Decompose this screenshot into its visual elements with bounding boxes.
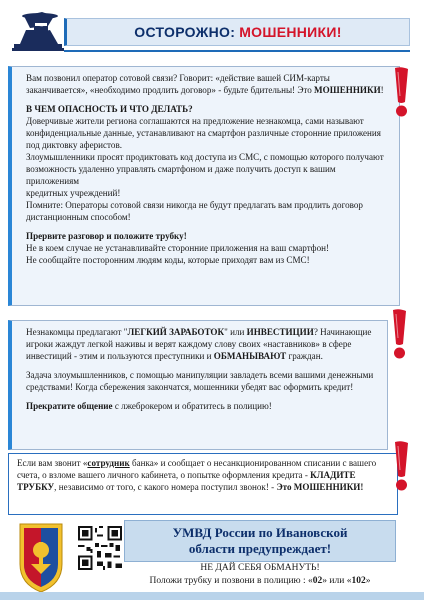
inv-text-c: " или <box>224 327 247 337</box>
intro-paragraph <box>26 72 389 96</box>
exclamation-icon <box>386 440 416 492</box>
body-text-3: кредитных учреждений! <box>26 188 121 198</box>
intro-end: ! <box>380 85 384 95</box>
tip-text-2: Не сообщайте посторонним людям коды, которые приходят вам из СМС! <box>26 255 310 265</box>
inv-text-g: граждан. <box>286 351 323 361</box>
call-text-b: » или « <box>322 576 352 586</box>
body-text-2: Злоумышленники просят продиктовать код доступа из СМС, с помощью которого получают возможность удаленно управлять смартфоном и даже получить доступ к вашим приложениям <box>26 152 384 186</box>
tip-text-1: Не в коем случае не устанавливайте сторонние приложения на ваш смартфон! <box>26 243 330 253</box>
inv-text-a: Незнакомцы предлагают " <box>26 327 128 337</box>
stop-text-bold: Прекратите общение <box>26 401 113 411</box>
header-divider <box>64 50 410 52</box>
bank-text-f: Это МОШЕННИКИ! <box>276 482 364 492</box>
body-text-1: Доверчивые жители региона соглашаются на предложение незнакомца, сами называют конфиденциальные данные, устанавливают на смартфон различные сторонние приложения под диктовку аферистов. <box>26 116 381 150</box>
intro-text: Вам позвонил оператор сотовой связи? Говорит: «действие вашей СИМ-карты заканчивается», «необходимо продлить договор» - будьте бдительны! Это <box>26 73 330 95</box>
qr-code-icon[interactable] <box>78 526 122 570</box>
bank-text-e: , независимо от того, с какого номера поступил звонок! - <box>54 482 277 492</box>
bank-paragraph <box>17 457 389 493</box>
bank-text-a: Если вам звонит « <box>17 458 88 468</box>
action-text: Прервите разговор и положите трубку! <box>26 231 187 241</box>
mobile-operator-warning-panel <box>8 66 400 306</box>
exclamation-icon <box>384 308 414 360</box>
police-phone-line <box>110 576 410 586</box>
bottom-bar <box>0 592 424 600</box>
org-line-1: УМВД России по Ивановской <box>172 525 348 541</box>
bank-text-c: банка» и сообщает о несанкционированном списании с вашего счета, о взломе вашего личного кабинета, о попытке оформления кредита - <box>17 458 377 480</box>
intro-bold: МОШЕННИКИ <box>314 85 381 95</box>
call-text-c: » <box>365 576 371 586</box>
inv-text-f: ОБМАНЫВАЮТ <box>213 351 287 361</box>
danger-heading: В ЧЕМ ОПАСНОСТЬ И ЧТО ДЕЛАТЬ? <box>26 104 193 114</box>
investment-paragraph <box>26 326 377 362</box>
inv-text-d: ИНВЕСТИЦИИ <box>246 327 314 337</box>
org-line-2: области предупреждает! <box>188 541 332 556</box>
police-number-02: 02 <box>312 576 323 586</box>
slogan: НЕ ДАЙ СЕБЯ ОБМАНУТЬ! <box>200 563 320 573</box>
emblem-icon <box>14 520 68 594</box>
bank-text-d: КЛАДИТЕ ТРУБКУ <box>17 470 356 492</box>
investment-warning-panel <box>8 320 388 450</box>
exclamation-icon <box>386 66 416 118</box>
title-highlight: МОШЕННИКИ! <box>239 24 342 40</box>
manipulation-paragraph: Задача злоумышленников, с помощью манипуляции завладеть всеми вашими денежными средствами! Когда сбережения закончатся, мошенники убедят вас оформить кредит! <box>26 370 374 392</box>
body-text-4: Помните: Операторы сотовой связи никогда не будут предлагать вам продлить договор дистанционным способом! <box>26 200 363 222</box>
police-department-banner <box>124 520 396 562</box>
call-text-a: Положи трубку и позвони в полицию : « <box>149 576 313 586</box>
inv-text-e: ? Начинающие игроки жаждут легкой наживы и верят каждому слову своих «наставников» в сфере инвестиций - этим и пользуются преступники и <box>26 327 372 361</box>
stop-paragraph <box>26 400 377 412</box>
page-title <box>64 18 410 46</box>
police-number-102: 102 <box>351 576 366 586</box>
inv-text-b: ЛЕГКИЙ ЗАРАБОТОК <box>127 327 225 337</box>
stop-text: с лжеброкером и обратитесь в полицию! <box>112 401 272 411</box>
bank-call-warning-panel <box>8 453 398 515</box>
bank-text-b: сотрудник <box>87 458 130 468</box>
title-prefix: ОСТОРОЖНО: <box>134 24 236 40</box>
hacker-icon <box>10 4 66 60</box>
